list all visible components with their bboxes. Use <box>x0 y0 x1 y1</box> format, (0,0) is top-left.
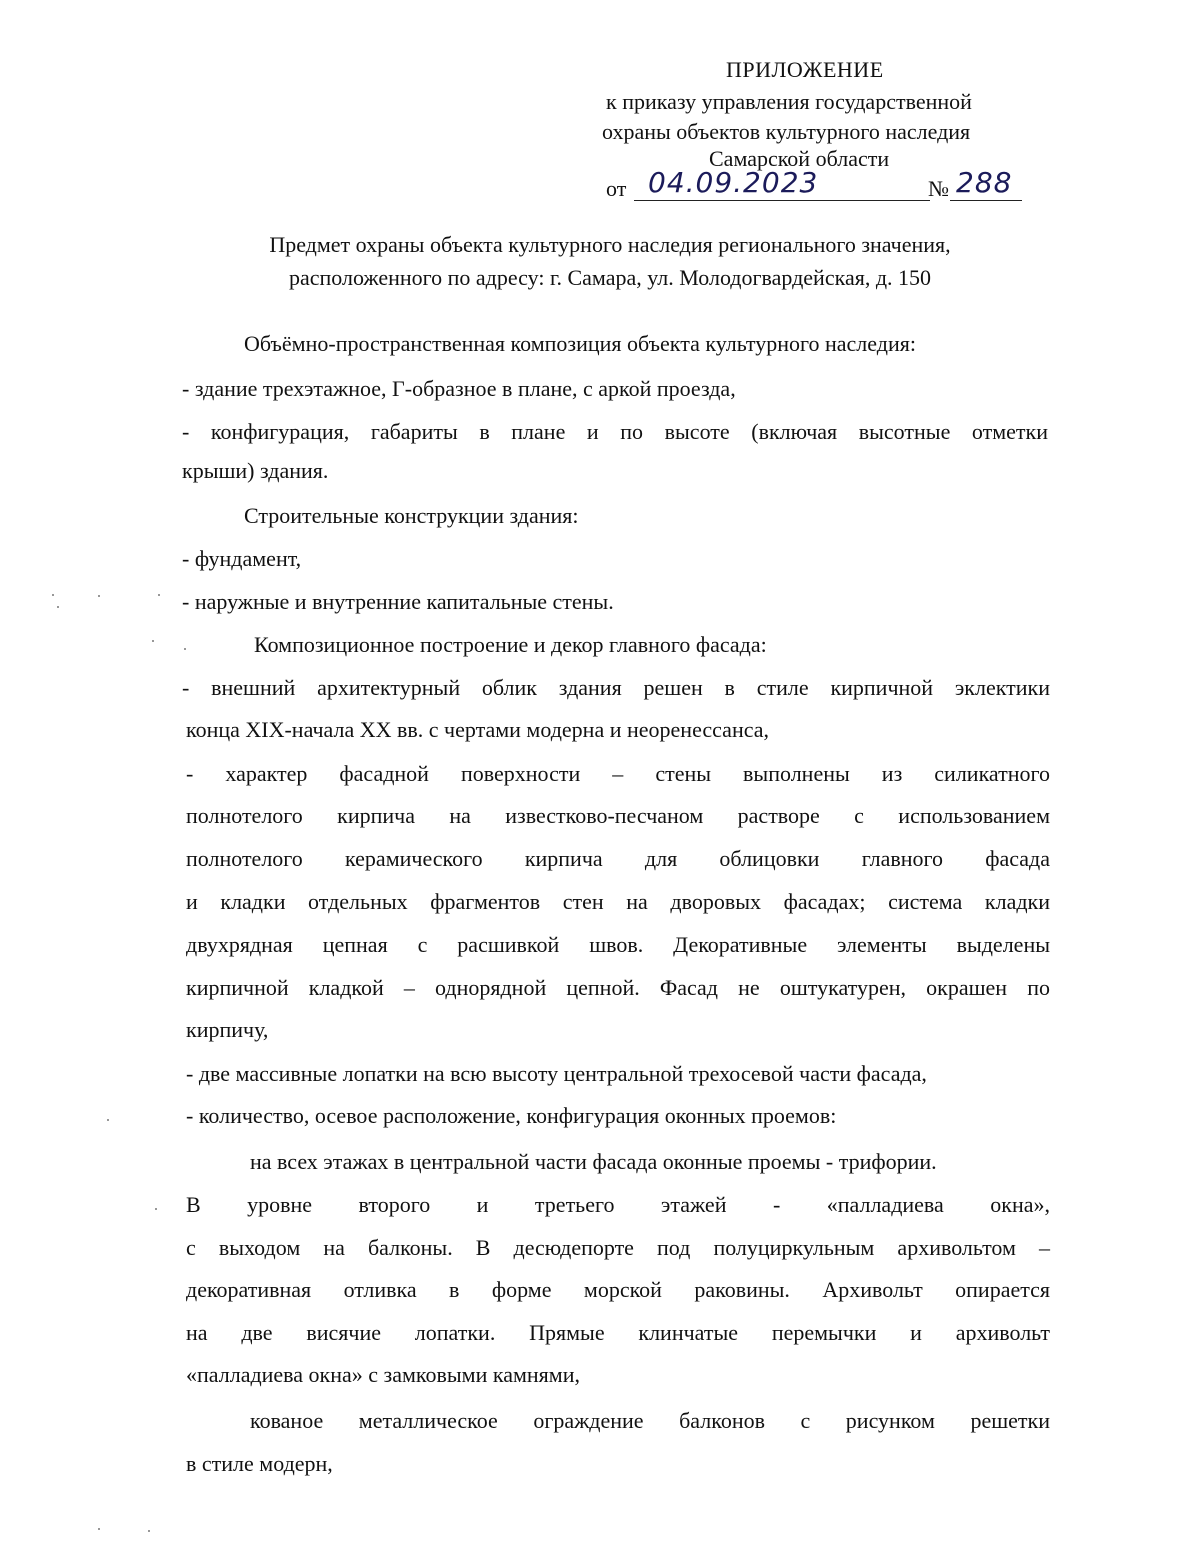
scan-speck <box>155 1208 157 1210</box>
scan-speck <box>158 594 160 596</box>
scan-speck <box>107 1119 109 1121</box>
scan-speck <box>98 595 100 597</box>
list-item: - конфигурация, габариты в плане и по высоте (включая высотные отметки <box>182 419 1048 444</box>
scan-speck <box>184 648 186 650</box>
list-item: - внешний архитектурный облик здания решен в стиле кирпичной эклектики <box>182 675 1050 700</box>
section-heading-facade: Композиционное построение и декор главного фасада: <box>254 632 767 657</box>
list-item: - здание трехэтажное, Г-образное в плане, с аркой проезда, <box>182 376 736 401</box>
scan-speck <box>57 606 59 608</box>
handwritten-number: 288 <box>956 166 1013 199</box>
list-item: - характер фасадной поверхности – стены выполнены из силикатного <box>186 761 1050 786</box>
text-line: В уровне второго и третьего этажей - «палладиева окна», <box>186 1192 1050 1217</box>
text-line: полнотелого керамического кирпича для облицовки главного фасада <box>186 846 1050 871</box>
document-title-line-2: расположенного по адресу: г. Самара, ул. Молодогвардейская, д. 150 <box>288 265 932 290</box>
text-line: кирпичной кладкой – однорядной цепной. Фасад не оштукатурен, окрашен по <box>186 975 1050 1000</box>
text-line: на всех этажах в центральной части фасада оконные проемы - трифории. <box>250 1149 937 1174</box>
handwritten-date: 04.09.2023 <box>648 166 819 199</box>
list-item: - количество, осевое расположение, конфигурация оконных проемов: <box>186 1103 837 1128</box>
number-prefix: № <box>928 176 949 201</box>
document-title-line-1: Предмет охраны объекта культурного наследия регионального значения, <box>269 232 951 257</box>
scan-speck <box>152 640 154 642</box>
scan-speck <box>98 1528 100 1530</box>
text-line: полнотелого кирпича на известково-песчаном растворе с использованием <box>186 803 1050 828</box>
date-prefix: от <box>606 176 627 201</box>
appendix-order-line-2: охраны объектов культурного наследия <box>602 119 971 144</box>
appendix-order-line-3: Самарской области <box>709 146 890 171</box>
list-item: - наружные и внутренние капитальные стены. <box>182 589 614 614</box>
list-item: - две массивные лопатки на всю высоту центральной трехосевой части фасада, <box>186 1061 927 1086</box>
text-line: декоративная отливка в форме морской раковины. Архивольт опирается <box>186 1277 1050 1302</box>
text-line: и кладки отдельных фрагментов стен на дворовых фасадах; система кладки <box>186 889 1050 914</box>
section-heading-composition: Объёмно-пространственная композиция объекта культурного наследия: <box>244 331 916 356</box>
scan-speck <box>52 594 54 596</box>
text-line: на две висячие лопатки. Прямые клинчатые перемычки и архивольт <box>186 1320 1050 1345</box>
text-line: с выходом на балконы. В десюдепорте под полуциркульным архивольтом – <box>186 1235 1050 1260</box>
appendix-order-line-1: к приказу управления государственной <box>606 89 972 114</box>
text-line: «палладиева окна» с замковыми камнями, <box>186 1362 580 1387</box>
text-line: кованое металлическое ограждение балконов с рисунком решетки <box>250 1408 1050 1433</box>
order-date-number-row <box>606 166 1026 204</box>
text-line: двухрядная цепная с расшивкой швов. Декоративные элементы выделены <box>186 932 1050 957</box>
text-line: в стиле модерн, <box>186 1451 333 1476</box>
list-item-continuation: крыши) здания. <box>182 458 329 483</box>
section-heading-structures: Строительные конструкции здания: <box>244 503 579 528</box>
list-item: - фундамент, <box>182 546 302 571</box>
list-item-continuation: конца XIX-начала XX вв. с чертами модерна и неоренессанса, <box>186 717 770 742</box>
scan-speck <box>148 1530 150 1532</box>
text-line: кирпичу, <box>186 1017 269 1042</box>
appendix-title: ПРИЛОЖЕНИЕ <box>726 57 884 82</box>
